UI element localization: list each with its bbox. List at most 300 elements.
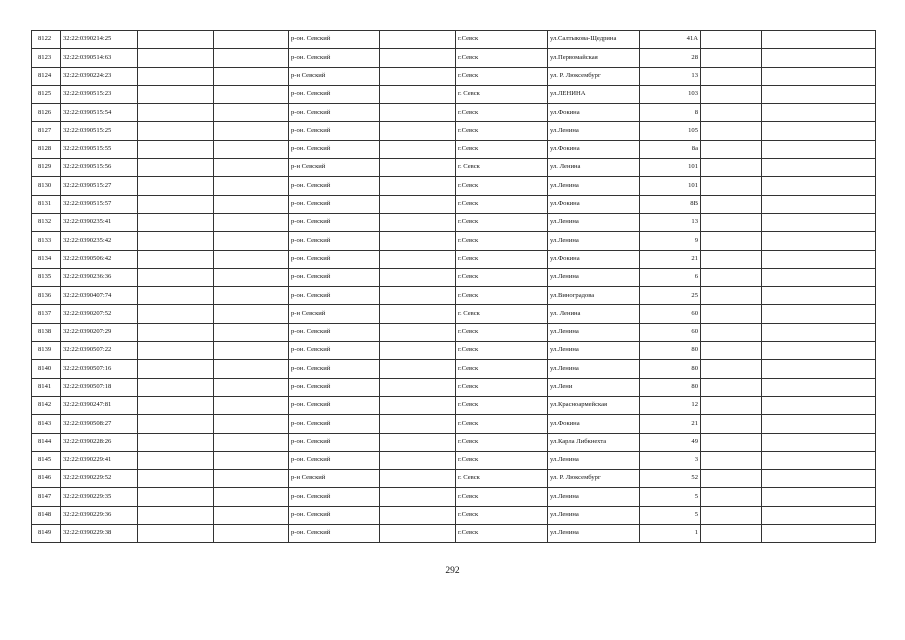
cell-city: г.Севск [456, 287, 548, 305]
cell-house-number: 49 [640, 433, 701, 451]
cell-empty-col-10 [701, 506, 762, 524]
cell-empty-col-10 [701, 378, 762, 396]
cell-empty-col-4 [214, 360, 289, 378]
cell-street: ул.Ленина [548, 451, 640, 469]
cell-row-index: 8124 [32, 67, 61, 85]
cell-city: г.Севск [456, 342, 548, 360]
cell-cadastral-number: 32:22:0390207:52 [61, 305, 138, 323]
cell-empty-col-6 [380, 213, 456, 231]
table-row [32, 85, 876, 103]
cell-cadastral-number: 32:22:0390229:35 [61, 488, 138, 506]
cell-cadastral-number: 32:22:0390515:54 [61, 104, 138, 122]
cell-street: ул.Ленина [548, 213, 640, 231]
cell-cadastral-number: 32:22:0390229:38 [61, 525, 138, 543]
cell-row-index: 8148 [32, 506, 61, 524]
table-row [32, 268, 876, 286]
cell-empty-col-10 [701, 342, 762, 360]
cell-street: ул. Р. Люксембург [548, 470, 640, 488]
cell-empty-col-6 [380, 85, 456, 103]
cell-empty-col-4 [214, 67, 289, 85]
cell-empty-col-4 [214, 342, 289, 360]
cell-empty-col-10 [701, 104, 762, 122]
cell-empty-col-11 [762, 213, 876, 231]
cell-city: г.Севск [456, 378, 548, 396]
cell-city: г.Севск [456, 415, 548, 433]
cell-empty-col-3 [138, 415, 214, 433]
cell-empty-col-3 [138, 31, 214, 49]
cell-city: г.Севск [456, 323, 548, 341]
cell-district: р-он. Севский [289, 268, 380, 286]
table-row [32, 67, 876, 85]
table-row [32, 525, 876, 543]
cell-district: р-он. Севский [289, 378, 380, 396]
table-row [32, 488, 876, 506]
cell-house-number: 105 [640, 122, 701, 140]
cell-empty-col-6 [380, 195, 456, 213]
cell-empty-col-4 [214, 49, 289, 67]
cell-empty-col-11 [762, 104, 876, 122]
cell-district: р-он. Севский [289, 195, 380, 213]
cell-empty-col-3 [138, 323, 214, 341]
cell-empty-col-4 [214, 177, 289, 195]
cell-city: г.Севск [456, 31, 548, 49]
cell-empty-col-6 [380, 122, 456, 140]
cell-city: г.Севск [456, 250, 548, 268]
cell-empty-col-3 [138, 140, 214, 158]
cell-district: р-он. Севский [289, 287, 380, 305]
cell-empty-col-3 [138, 195, 214, 213]
cell-row-index: 8135 [32, 268, 61, 286]
cell-house-number: 101 [640, 159, 701, 177]
cell-house-number: 41А [640, 31, 701, 49]
cell-empty-col-11 [762, 85, 876, 103]
cell-city: г.Севск [456, 488, 548, 506]
cell-row-index: 8133 [32, 232, 61, 250]
cell-empty-col-4 [214, 104, 289, 122]
cell-cadastral-number: 32:22:0390407:74 [61, 287, 138, 305]
cell-empty-col-6 [380, 31, 456, 49]
cell-empty-col-10 [701, 49, 762, 67]
cell-empty-col-11 [762, 268, 876, 286]
cell-street: ул.Первомайская [548, 49, 640, 67]
cell-empty-col-11 [762, 177, 876, 195]
cell-city: г.Севск [456, 268, 548, 286]
table-row [32, 49, 876, 67]
cell-empty-col-11 [762, 49, 876, 67]
cell-street: ул.Салтыкова-Щедрина [548, 31, 640, 49]
cell-empty-col-4 [214, 232, 289, 250]
cell-city: г. Севск [456, 159, 548, 177]
cell-city: г.Севск [456, 451, 548, 469]
cell-street: ул.Ленина [548, 525, 640, 543]
cell-empty-col-4 [214, 159, 289, 177]
cell-house-number: 60 [640, 323, 701, 341]
cell-empty-col-3 [138, 104, 214, 122]
cell-row-index: 8144 [32, 433, 61, 451]
cell-city: г. Севск [456, 470, 548, 488]
cell-empty-col-11 [762, 232, 876, 250]
cell-house-number: 13 [640, 213, 701, 231]
cell-empty-col-11 [762, 287, 876, 305]
cell-house-number: 13 [640, 67, 701, 85]
cell-empty-col-4 [214, 268, 289, 286]
cell-district: р-н Севский [289, 67, 380, 85]
cell-empty-col-3 [138, 122, 214, 140]
cell-empty-col-3 [138, 213, 214, 231]
table-row [32, 342, 876, 360]
cell-empty-col-3 [138, 396, 214, 414]
cell-house-number: 28 [640, 49, 701, 67]
cell-empty-col-10 [701, 305, 762, 323]
cell-house-number: 1 [640, 525, 701, 543]
table-row [32, 287, 876, 305]
cell-empty-col-10 [701, 250, 762, 268]
cell-street: ул.Фокина [548, 195, 640, 213]
cell-cadastral-number: 32:22:0390515:56 [61, 159, 138, 177]
table-row [32, 378, 876, 396]
cell-empty-col-3 [138, 360, 214, 378]
cell-row-index: 8140 [32, 360, 61, 378]
cell-empty-col-4 [214, 287, 289, 305]
cell-empty-col-3 [138, 342, 214, 360]
cell-empty-col-4 [214, 323, 289, 341]
cell-street: ул.Ленина [548, 488, 640, 506]
table-row [32, 250, 876, 268]
cell-empty-col-6 [380, 488, 456, 506]
cell-district: р-он. Севский [289, 250, 380, 268]
cell-empty-col-6 [380, 342, 456, 360]
cell-empty-col-3 [138, 250, 214, 268]
cell-street: ул. Ленина [548, 305, 640, 323]
cell-empty-col-3 [138, 159, 214, 177]
cell-house-number: 60 [640, 305, 701, 323]
cell-empty-col-4 [214, 433, 289, 451]
cell-row-index: 8132 [32, 213, 61, 231]
cell-cadastral-number: 32:22:0390506:42 [61, 250, 138, 268]
cell-empty-col-11 [762, 378, 876, 396]
cell-house-number: 12 [640, 396, 701, 414]
cell-city: г. Севск [456, 305, 548, 323]
cell-empty-col-10 [701, 232, 762, 250]
cell-house-number: 6 [640, 268, 701, 286]
table-row [32, 415, 876, 433]
cell-house-number: 80 [640, 342, 701, 360]
cell-empty-col-4 [214, 213, 289, 231]
cell-street: ул. Ленина [548, 159, 640, 177]
property-table [31, 30, 876, 543]
cell-district: р-он. Севский [289, 360, 380, 378]
cell-city: г.Севск [456, 140, 548, 158]
cell-district: р-он. Севский [289, 122, 380, 140]
cell-city: г.Севск [456, 177, 548, 195]
cell-house-number: 5 [640, 488, 701, 506]
cell-empty-col-11 [762, 67, 876, 85]
cell-street: ул.Красноармейская [548, 396, 640, 414]
cell-empty-col-11 [762, 451, 876, 469]
cell-house-number: 21 [640, 415, 701, 433]
cell-empty-col-3 [138, 232, 214, 250]
cell-row-index: 8127 [32, 122, 61, 140]
cell-district: р-он. Севский [289, 396, 380, 414]
cell-house-number: 80 [640, 360, 701, 378]
cell-empty-col-3 [138, 268, 214, 286]
cell-cadastral-number: 32:22:0390207:29 [61, 323, 138, 341]
cell-street: ул.Ленина [548, 177, 640, 195]
cell-cadastral-number: 32:22:0390214:25 [61, 31, 138, 49]
cell-cadastral-number: 32:22:0390229:36 [61, 506, 138, 524]
cell-row-index: 8128 [32, 140, 61, 158]
cell-empty-col-11 [762, 433, 876, 451]
cell-house-number: 3 [640, 451, 701, 469]
cell-empty-col-10 [701, 433, 762, 451]
cell-street: ул.Фокина [548, 250, 640, 268]
cell-cadastral-number: 32:22:0390224:23 [61, 67, 138, 85]
cell-row-index: 8141 [32, 378, 61, 396]
cell-empty-col-6 [380, 104, 456, 122]
cell-empty-col-3 [138, 488, 214, 506]
cell-house-number: 101 [640, 177, 701, 195]
cell-row-index: 8129 [32, 159, 61, 177]
cell-empty-col-11 [762, 323, 876, 341]
cell-city: г.Севск [456, 506, 548, 524]
cell-district: р-он. Севский [289, 525, 380, 543]
cell-street: ул.Ленина [548, 232, 640, 250]
cell-empty-col-6 [380, 470, 456, 488]
cell-empty-col-10 [701, 85, 762, 103]
table-row [32, 195, 876, 213]
cell-district: р-он. Севский [289, 31, 380, 49]
cell-empty-col-10 [701, 122, 762, 140]
cell-city: г.Севск [456, 396, 548, 414]
cell-empty-col-3 [138, 451, 214, 469]
cell-empty-col-11 [762, 396, 876, 414]
table-row [32, 122, 876, 140]
cell-district: р-н Севский [289, 470, 380, 488]
cell-cadastral-number: 32:22:0390515:57 [61, 195, 138, 213]
cell-empty-col-6 [380, 396, 456, 414]
cell-cadastral-number: 32:22:0390508:27 [61, 415, 138, 433]
table-row [32, 323, 876, 341]
cell-house-number: 21 [640, 250, 701, 268]
cell-district: р-он. Севский [289, 213, 380, 231]
cell-city: г.Севск [456, 525, 548, 543]
table-row [32, 396, 876, 414]
cell-street: ул. Р. Люксембург [548, 67, 640, 85]
cell-house-number: 5 [640, 506, 701, 524]
cell-empty-col-3 [138, 305, 214, 323]
cell-empty-col-4 [214, 470, 289, 488]
cell-cadastral-number: 32:22:0390515:23 [61, 85, 138, 103]
cell-row-index: 8149 [32, 525, 61, 543]
cell-empty-col-11 [762, 31, 876, 49]
cell-cadastral-number: 32:22:0390515:25 [61, 122, 138, 140]
cell-empty-col-11 [762, 470, 876, 488]
cell-district: р-он. Севский [289, 342, 380, 360]
cell-cadastral-number: 32:22:0390514:63 [61, 49, 138, 67]
cell-street: ул.Ленина [548, 122, 640, 140]
cell-city: г. Севск [456, 85, 548, 103]
cell-street: ул.Фокина [548, 415, 640, 433]
cell-empty-col-6 [380, 433, 456, 451]
cell-empty-col-4 [214, 378, 289, 396]
cell-city: г.Севск [456, 360, 548, 378]
cell-street: ул.Фокина [548, 140, 640, 158]
cell-cadastral-number: 32:22:0390228:26 [61, 433, 138, 451]
cell-empty-col-11 [762, 140, 876, 158]
cell-empty-col-3 [138, 378, 214, 396]
cell-empty-col-6 [380, 305, 456, 323]
cell-empty-col-10 [701, 159, 762, 177]
cell-empty-col-4 [214, 525, 289, 543]
cell-district: р-он. Севский [289, 433, 380, 451]
cell-empty-col-10 [701, 415, 762, 433]
cell-street: ул.Ленина [548, 268, 640, 286]
cell-cadastral-number: 32:22:0390235:41 [61, 213, 138, 231]
cell-house-number: 9 [640, 232, 701, 250]
cell-empty-col-3 [138, 287, 214, 305]
cell-city: г.Севск [456, 232, 548, 250]
cell-empty-col-3 [138, 506, 214, 524]
cell-empty-col-6 [380, 140, 456, 158]
cell-empty-col-10 [701, 323, 762, 341]
cell-empty-col-3 [138, 470, 214, 488]
cell-empty-col-10 [701, 488, 762, 506]
cell-empty-col-4 [214, 195, 289, 213]
cell-cadastral-number: 32:22:0390229:52 [61, 470, 138, 488]
cell-street: ул.Ленина [548, 323, 640, 341]
cell-city: г.Севск [456, 433, 548, 451]
cell-empty-col-10 [701, 470, 762, 488]
cell-district: р-он. Севский [289, 49, 380, 67]
cell-cadastral-number: 32:22:0390515:55 [61, 140, 138, 158]
cell-empty-col-10 [701, 195, 762, 213]
cell-empty-col-3 [138, 67, 214, 85]
cell-empty-col-6 [380, 506, 456, 524]
cell-cadastral-number: 32:22:0390507:18 [61, 378, 138, 396]
cell-city: г.Севск [456, 49, 548, 67]
cell-cadastral-number: 32:22:0390236:36 [61, 268, 138, 286]
cell-city: г.Севск [456, 67, 548, 85]
cell-empty-col-6 [380, 525, 456, 543]
cell-empty-col-11 [762, 525, 876, 543]
cell-cadastral-number: 32:22:0390247:81 [61, 396, 138, 414]
cell-row-index: 8131 [32, 195, 61, 213]
cell-empty-col-3 [138, 433, 214, 451]
cell-empty-col-6 [380, 177, 456, 195]
table-row [32, 305, 876, 323]
cell-district: р-он. Севский [289, 232, 380, 250]
cell-empty-col-11 [762, 360, 876, 378]
cell-empty-col-6 [380, 159, 456, 177]
cell-district: р-он. Севский [289, 177, 380, 195]
cell-empty-col-6 [380, 49, 456, 67]
cell-row-index: 8137 [32, 305, 61, 323]
cell-empty-col-4 [214, 122, 289, 140]
cell-district: р-он. Севский [289, 323, 380, 341]
cell-empty-col-6 [380, 323, 456, 341]
cell-empty-col-6 [380, 268, 456, 286]
cell-empty-col-4 [214, 31, 289, 49]
cell-empty-col-6 [380, 67, 456, 85]
table-row [32, 433, 876, 451]
cell-empty-col-11 [762, 305, 876, 323]
cell-row-index: 8138 [32, 323, 61, 341]
table-row [32, 506, 876, 524]
cell-district: р-он. Севский [289, 451, 380, 469]
table-row [32, 177, 876, 195]
cell-city: г.Севск [456, 104, 548, 122]
cell-empty-col-10 [701, 177, 762, 195]
cell-row-index: 8136 [32, 287, 61, 305]
cell-empty-col-3 [138, 525, 214, 543]
cell-district: р-он. Севский [289, 85, 380, 103]
table-row [32, 232, 876, 250]
cell-empty-col-11 [762, 122, 876, 140]
table-row [32, 104, 876, 122]
table-row [32, 159, 876, 177]
cell-row-index: 8139 [32, 342, 61, 360]
cell-empty-col-4 [214, 396, 289, 414]
cell-empty-col-4 [214, 415, 289, 433]
cell-district: р-он. Севский [289, 104, 380, 122]
cell-street: ул.Фокина [548, 104, 640, 122]
cell-empty-col-10 [701, 213, 762, 231]
cell-empty-col-6 [380, 360, 456, 378]
cell-empty-col-4 [214, 140, 289, 158]
cell-row-index: 8145 [32, 451, 61, 469]
table-row [32, 31, 876, 49]
cell-empty-col-10 [701, 268, 762, 286]
cell-street: ул.Лени [548, 378, 640, 396]
cell-house-number: 80 [640, 378, 701, 396]
cell-empty-col-6 [380, 378, 456, 396]
cell-empty-col-4 [214, 451, 289, 469]
cell-empty-col-3 [138, 49, 214, 67]
cell-district: р-н Севский [289, 305, 380, 323]
cell-empty-col-3 [138, 85, 214, 103]
cell-empty-col-6 [380, 232, 456, 250]
cell-house-number: 25 [640, 287, 701, 305]
cell-district: р-н Севский [289, 159, 380, 177]
cell-empty-col-4 [214, 488, 289, 506]
cell-street: ул.Карла Либкнехта [548, 433, 640, 451]
table-row [32, 451, 876, 469]
cell-house-number: 8 [640, 104, 701, 122]
cell-row-index: 8142 [32, 396, 61, 414]
page-number: 292 [445, 566, 460, 576]
cell-empty-col-11 [762, 342, 876, 360]
cell-street: ул.Ленина [548, 360, 640, 378]
cell-empty-col-11 [762, 250, 876, 268]
cell-empty-col-11 [762, 506, 876, 524]
cell-house-number: 8а [640, 140, 701, 158]
cell-empty-col-10 [701, 525, 762, 543]
cell-empty-col-11 [762, 159, 876, 177]
cell-empty-col-4 [214, 85, 289, 103]
cell-empty-col-10 [701, 31, 762, 49]
cell-cadastral-number: 32:22:0390507:22 [61, 342, 138, 360]
cell-row-index: 8143 [32, 415, 61, 433]
cell-district: р-он. Севский [289, 140, 380, 158]
cell-empty-col-10 [701, 287, 762, 305]
cell-cadastral-number: 32:22:0390229:41 [61, 451, 138, 469]
cell-empty-col-6 [380, 250, 456, 268]
cell-row-index: 8147 [32, 488, 61, 506]
cell-street: ул.ЛЕНИНА [548, 85, 640, 103]
cell-house-number: 8В [640, 195, 701, 213]
cell-street: ул.Ленина [548, 342, 640, 360]
cell-cadastral-number: 32:22:0390507:16 [61, 360, 138, 378]
